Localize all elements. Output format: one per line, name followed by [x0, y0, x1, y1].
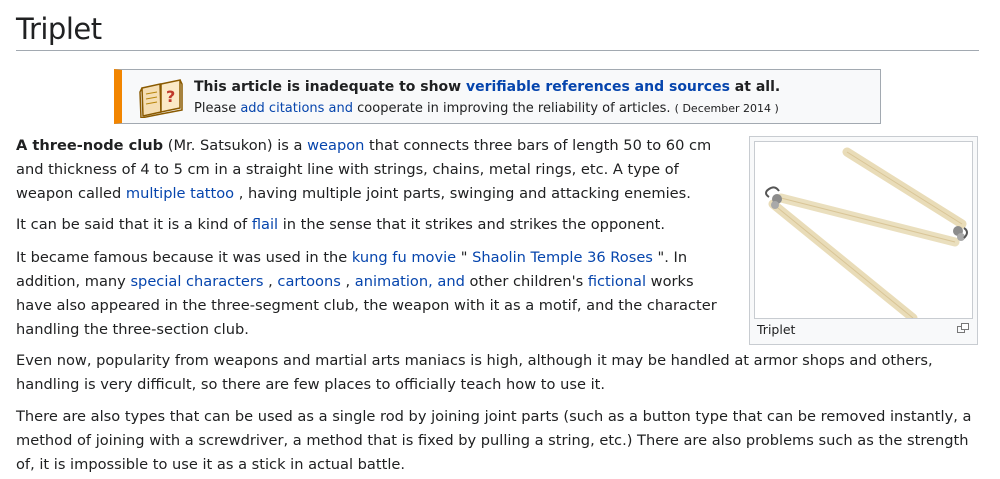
text-span: " — [456, 249, 473, 266]
special-characters-link[interactable]: special characters — [130, 273, 264, 290]
book-question-icon — [138, 76, 184, 118]
kung-fu-movie-link[interactable]: kung fu movie — [351, 249, 457, 266]
paragraph-intro — [16, 134, 728, 206]
paragraph-flail — [16, 213, 728, 237]
notice-bold-prefix: This article is inadequate to show — [194, 79, 466, 95]
text-span: There are also types that can be used as a single rod by joining joint parts (such as a button type that can be removed instantly, a method of joining with a screwdriver, a method that is fixed by pulling a string, etc.) There are also problems such as the strength of, it is impossible to use it as a stick in actual battle. — [16, 408, 972, 473]
page-title: Triplet — [16, 12, 102, 46]
paragraph-types — [16, 405, 991, 477]
flail-link[interactable]: flail — [251, 216, 279, 233]
text-span: , — [263, 273, 278, 290]
thumbnail-caption: Triplet — [757, 322, 796, 337]
three-section-staff-illustration — [755, 142, 972, 318]
notice-line2-suffix: cooperate in improving the reliability of articles. — [353, 101, 675, 116]
text-span: , — [340, 273, 355, 290]
notice-headline — [194, 79, 780, 95]
notice-bold-suffix: at all. — [729, 79, 781, 95]
three-section-staff-image[interactable] — [754, 141, 973, 319]
text-span: in the sense that it strikes and strikes the opponent. — [278, 216, 665, 233]
text-span: works have also appeared in the three-segment club, the weapon with it as a motif, and the character handling the three-section club. — [16, 273, 717, 338]
multiple-tattoo-link[interactable]: multiple tattoo — [125, 185, 235, 202]
notice-line2-prefix: Please — [194, 101, 241, 116]
add-citations-link[interactable]: add citations and — [240, 101, 354, 116]
notice-date: ( December 2014 ) — [674, 102, 779, 115]
text-span: Even now, popularity from weapons and martial arts maniacs is high, although it may be handled at armor shops and others, handling is very difficult, so there are few places to officially teach how to use it. — [16, 352, 933, 393]
magnify-icon[interactable] — [957, 323, 969, 333]
paragraph-popularity — [16, 349, 991, 397]
citation-notice-box — [114, 69, 881, 124]
animation-link[interactable]: animation, and — [354, 273, 465, 290]
paragraph-fame — [16, 246, 728, 342]
shaolin-temple-link[interactable]: Shaolin Temple 36 Roses — [472, 249, 653, 266]
fictional-link[interactable]: fictional — [587, 273, 646, 290]
text-span: that connects three bars of length 50 to 60 cm and thickness of 4 to 5 cm in a straight line with strings, chains, metal rings, etc. A type of weapon called — [16, 137, 712, 202]
svg-text:?: ? — [166, 87, 176, 106]
verifiable-sources-link[interactable]: verifiable references and sources — [465, 79, 730, 95]
text-span: (Mr. Satsukon) is a — [163, 137, 308, 154]
cartoons-link[interactable]: cartoons — [277, 273, 341, 290]
text-span: It can be said that it is a kind of — [16, 216, 252, 233]
thumbnail-frame — [749, 136, 978, 345]
text-span: , having multiple joint parts, swinging and attacking enemies. — [234, 185, 691, 202]
text-span: other children's — [464, 273, 588, 290]
text-span: It became famous because it was used in the — [16, 249, 352, 266]
title-divider — [16, 50, 979, 51]
notice-subline — [194, 101, 779, 116]
text-span: ". In addition, many — [16, 249, 688, 290]
intro-bold-term: A three-node club — [16, 137, 164, 154]
weapon-link[interactable]: weapon — [307, 137, 365, 154]
